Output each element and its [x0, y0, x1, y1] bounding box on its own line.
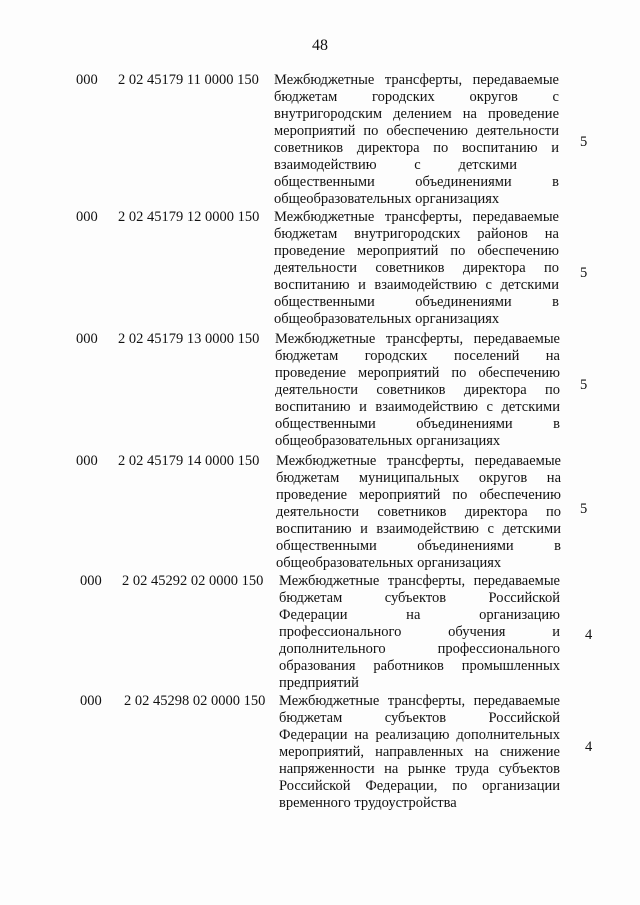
- row-description: [275, 331, 560, 450]
- row-description: [274, 209, 559, 328]
- description-line: мероприятий, направленных на снижение: [279, 744, 560, 760]
- table-row: [0, 573, 640, 693]
- income-code: 2 02 45179 13 0000 150: [118, 331, 260, 347]
- description-line: бюджетам городских округов с: [274, 89, 559, 105]
- description-line: взаимодействию с детскими: [274, 157, 517, 173]
- admin-code: 000: [76, 209, 98, 225]
- row-description: [276, 453, 561, 572]
- description-line: дополнительного профессионального: [279, 641, 560, 657]
- description-line: общеобразовательных организациях: [276, 555, 502, 571]
- table-row: [0, 209, 640, 331]
- description-line: общеобразовательных организациях: [274, 311, 500, 327]
- admin-code: 000: [80, 693, 102, 709]
- description-line: бюджетам внутригородских районов на: [274, 226, 559, 242]
- description-line: деятельности советников директора по: [276, 504, 561, 520]
- description-line: бюджетам муниципальных округов на: [276, 470, 561, 486]
- page-number: 48: [312, 37, 328, 54]
- description-line: напряженности на рынке труда субъектов: [279, 761, 560, 777]
- description-line: деятельности советников директора по: [275, 382, 560, 398]
- description-line: внутригородским делением на проведение: [274, 106, 559, 122]
- description-line: общественными объединениями в: [274, 294, 559, 310]
- row-description: [279, 573, 560, 692]
- description-line: Межбюджетные трансферты, передаваемые: [274, 209, 559, 225]
- description-line: проведение мероприятий по обеспечению: [274, 243, 559, 259]
- income-code: 2 02 45179 14 0000 150: [118, 453, 260, 469]
- description-line: воспитанию и взаимодействию с детскими: [275, 399, 560, 415]
- description-line: Федерации на организацию: [279, 607, 560, 623]
- income-code: 2 02 45179 11 0000 150: [118, 72, 259, 88]
- description-line: деятельности советников директора по: [274, 260, 559, 276]
- description-line: бюджетам субъектов Российской: [279, 590, 560, 606]
- table-row: [0, 693, 640, 815]
- description-line: Федерации на реализацию дополнительных: [279, 727, 560, 743]
- description-line: образования работников промышленных: [279, 658, 560, 674]
- income-code: 2 02 45292 02 0000 150: [122, 573, 264, 589]
- row-description: [274, 72, 559, 208]
- description-line: проведение мероприятий по обеспечению: [275, 365, 560, 381]
- description-line: общественными объединениями в: [276, 538, 561, 554]
- description-line: Межбюджетные трансферты, передаваемые: [279, 693, 560, 709]
- amount-value: 5: [580, 265, 588, 281]
- amount-value: 5: [580, 134, 588, 150]
- budget-table: [0, 72, 640, 815]
- description-line: проведение мероприятий по обеспечению: [276, 487, 561, 503]
- table-row: [0, 72, 640, 209]
- description-line: профессионального обучения и: [279, 624, 560, 640]
- amount-value: 4: [585, 739, 593, 755]
- admin-code: 000: [76, 331, 98, 347]
- description-line: Межбюджетные трансферты, передаваемые: [279, 573, 560, 589]
- admin-code: 000: [80, 573, 102, 589]
- description-line: общеобразовательных организациях: [275, 433, 501, 449]
- amount-value: 5: [580, 377, 588, 393]
- description-line: советников директора по воспитанию и: [274, 140, 559, 156]
- description-line: Межбюджетные трансферты, передаваемые: [275, 331, 560, 347]
- amount-value: 4: [585, 627, 593, 643]
- description-line: предприятий: [279, 675, 359, 691]
- description-line: общественными объединениями в: [275, 416, 560, 432]
- description-line: воспитанию и взаимодействию с детскими: [276, 521, 561, 537]
- description-line: бюджетам субъектов Российской: [279, 710, 560, 726]
- table-row: [0, 331, 640, 453]
- description-line: временного трудоустройства: [279, 795, 457, 811]
- admin-code: 000: [76, 72, 98, 88]
- description-line: общеобразовательных организациях: [274, 191, 500, 207]
- admin-code: 000: [76, 453, 98, 469]
- description-line: бюджетам городских поселений на: [275, 348, 560, 364]
- description-line: Межбюджетные трансферты, передаваемые: [276, 453, 561, 469]
- amount-value: 5: [580, 501, 588, 517]
- description-line: Межбюджетные трансферты, передаваемые: [274, 72, 559, 88]
- description-line: общественными объединениями в: [274, 174, 559, 190]
- table-row: [0, 453, 640, 573]
- description-line: Российской Федерации, по организации: [279, 778, 560, 794]
- description-line: мероприятий по обеспечению деятельности: [274, 123, 559, 139]
- row-description: [279, 693, 560, 812]
- income-code: 2 02 45298 02 0000 150: [124, 693, 266, 709]
- income-code: 2 02 45179 12 0000 150: [118, 209, 260, 225]
- description-line: воспитанию и взаимодействию с детскими: [274, 277, 559, 293]
